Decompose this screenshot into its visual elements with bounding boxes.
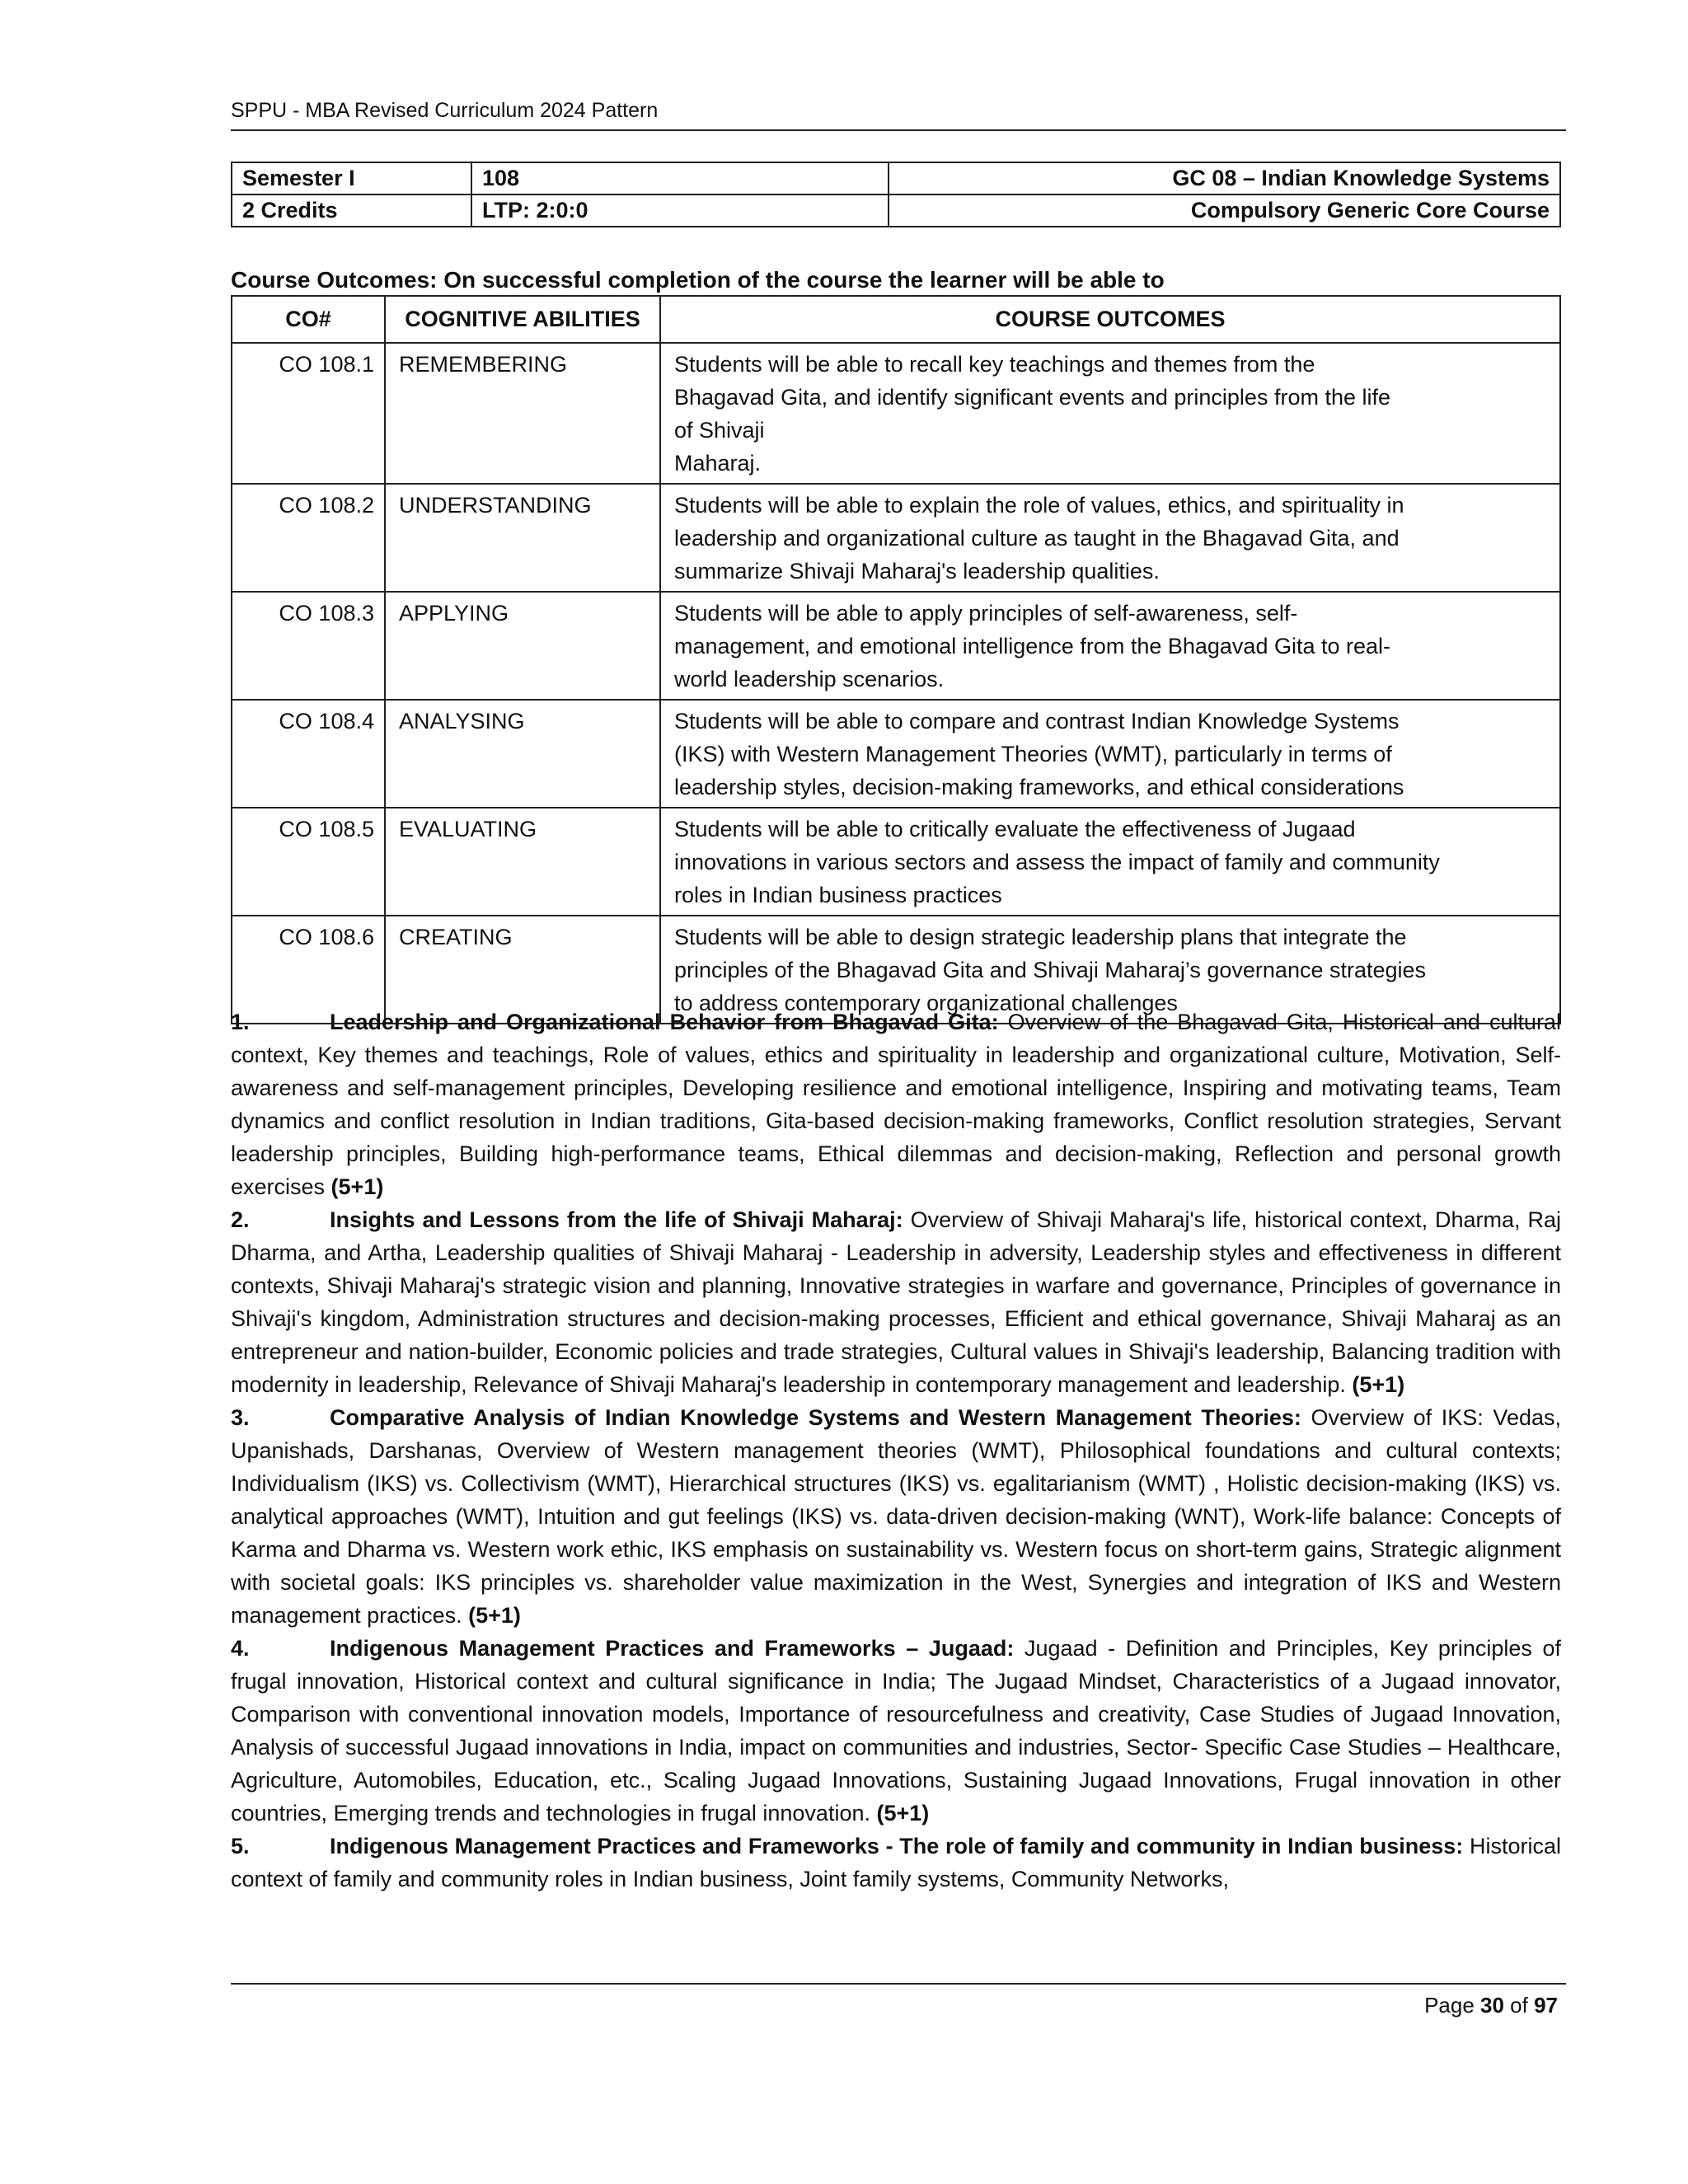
page-of: of [1503,1993,1535,2018]
header-course-outcomes: COURSE OUTCOMES [660,296,1560,343]
course-outcome [660,484,1560,592]
outcome-line: world leadership scenarios. [674,667,945,691]
course-info-table [231,162,1561,227]
unit-number: 3. [231,1405,250,1430]
unit-marks: (5+1) [1352,1372,1405,1397]
ltp-cell: LTP: 2:0:0 [471,194,889,227]
co-number: CO 108.4 [232,700,385,808]
unit-number: 1. [231,1010,250,1034]
header-co-number: CO# [232,296,385,343]
course-outcome [660,592,1560,700]
course-outcomes-table [231,295,1561,1024]
unit-marks: (5+1) [331,1174,384,1199]
unit-number: 4. [231,1636,250,1661]
unit-text: Jugaad - Definition and Principles, Key principles of frugal innovation, Historical context and cultural significance in India; The Jugaad Mindset, Characteristics of a Jugaad innovator, Comparison with conventional innovation models, Importance of resourcefulness and creativity, Case Studies of Jugaad Innovation, Analysis of successful Jugaad innovations in India, impact on communities and industries, Sector- Specific Case Studies – Healthcare, Agriculture, Automobiles, Education, etc., Scaling Jugaad Innovations, Sustaining Jugaad Innovations, Frugal innovation in other countries, Emerging trends and technologies in frugal innovation. [231,1636,1561,1825]
current-page: 30 [1480,1993,1504,2018]
outcome-line: roles in Indian business practices [674,883,1002,907]
outcome-line: Maharaj. [674,451,762,476]
co-number: CO 108.2 [232,484,385,592]
cognitive-ability: CREATING [385,916,660,1024]
outcome-row [232,484,1560,592]
outcome-row [232,700,1560,808]
unit-paragraph [231,1005,1561,1203]
course-units [231,1005,1561,1896]
page-prefix: Page [1424,1993,1481,2018]
outcome-line: Students will be able to recall key teachings and themes from the [674,352,1315,377]
unit-paragraph [231,1401,1561,1632]
course-name-cell: GC 08 – Indian Knowledge Systems [889,162,1560,194]
cognitive-ability: REMEMBERING [385,343,660,484]
credits-cell: 2 Credits [232,194,471,227]
unit-number: 5. [231,1834,250,1858]
unit-paragraph [231,1203,1561,1401]
unit-text: Overview of the Bhagavad Gita, Historical and cultural context, Key themes and teachings, Role of values, ethics and spirituality in leadership and organizational culture, Motivation, Self-awareness and self-management principles, Developing resilience and emotional intelligence, Inspiring and motivating teams, Team dynamics and conflict resolution in Indian traditions, Gita-based decision-making frameworks, Conflict resolution strategies, Servant leadership principles, Building high-performance teams, Ethical dilemmas and decision-making, Reflection and personal growth exercises [231,1010,1561,1199]
outcome-line: innovations in various sectors and assess the impact of family and community [674,850,1440,874]
unit-marks: (5+1) [876,1801,930,1825]
outcome-line: summarize Shivaji Maharaj's leadership qualities. [674,559,1160,583]
outcome-line: leadership and organizational culture as taught in the Bhagavad Gita, and [674,526,1400,551]
course-info-row [232,194,1560,227]
cognitive-ability: UNDERSTANDING [385,484,660,592]
unit-title: Indigenous Management Practices and Frameworks - The role of family and community in Indian business: [330,1834,1464,1858]
course-code-cell: 108 [471,162,889,194]
footer-divider [231,1983,1566,1985]
cognitive-ability: EVALUATING [385,808,660,916]
semester-cell: Semester I [232,162,471,194]
page-number [1424,1993,1558,2018]
outcome-row [232,808,1560,916]
outcome-line: Students will be able to design strategic leadership plans that integrate the [674,925,1407,949]
cognitive-ability: ANALYSING [385,700,660,808]
co-number: CO 108.6 [232,916,385,1024]
unit-title: Insights and Lessons from the life of Shivaji Maharaj: [330,1207,903,1232]
outcome-line: Students will be able to critically evaluate the effectiveness of Jugaad [674,817,1356,841]
outcome-line: Bhagavad Gita, and identify significant events and principles from the life [674,385,1390,410]
co-number: CO 108.1 [232,343,385,484]
running-header: SPPU - MBA Revised Curriculum 2024 Pattern [231,99,659,122]
course-info-row [232,162,1560,194]
header-cognitive-abilities: COGNITIVE ABILITIES [385,296,660,343]
course-type-cell: Compulsory Generic Core Course [889,194,1560,227]
outcome-line: Students will be able to apply principles of self-awareness, self- [674,601,1298,626]
outcome-line: of Shivaji [674,418,765,443]
total-pages: 97 [1534,1993,1558,2018]
outcome-line: to address contemporary organizational challenges [674,991,1178,1015]
outcome-line: principles of the Bhagavad Gita and Shivaji Maharaj’s governance strategies [674,958,1427,982]
cognitive-ability: APPLYING [385,592,660,700]
header-divider [231,129,1566,131]
course-outcome [660,343,1560,484]
course-outcome [660,700,1560,808]
outcome-line: Students will be able to explain the role of values, ethics, and spirituality in [674,493,1404,518]
outcomes-header-row [232,296,1560,343]
unit-title: Comparative Analysis of Indian Knowledge Systems and Western Management Theories: [330,1405,1301,1430]
unit-title: Leadership and Organizational Behavior from Bhagavad Gita: [330,1010,999,1034]
outcome-line: management, and emotional intelligence from the Bhagavad Gita to real- [674,634,1391,658]
course-outcome [660,808,1560,916]
outcome-row [232,343,1560,484]
outcome-line: (IKS) with Western Management Theories (WMT), particularly in terms of [674,742,1392,766]
unit-text: Overview of Shivaji Maharaj's life, historical context, Dharma, Raj Dharma, and Artha, Leadership qualities of Shivaji Maharaj - Leadership in adversity, Leadership styles and effectiveness in different contexts, Shivaji Maharaj's strategic vision and planning, Innovative strategies in warfare and governance, Principles of governance in Shivaji's kingdom, Administration structures and decision-making processes, Efficient and ethical governance, Shivaji Maharaj as an entrepreneur and nation-builder, Economic policies and trade strategies, Cultural values in Shivaji's leadership, Balancing tradition with modernity in leadership, Relevance of Shivaji Maharaj's leadership in contemporary management and leadership. [231,1207,1561,1397]
unit-title: Indigenous Management Practices and Frameworks – Jugaad: [330,1636,1015,1661]
unit-number: 2. [231,1207,250,1232]
unit-text: Overview of IKS: Vedas, Upanishads, Darshanas, Overview of Western management theories (WMT), Philosophical foundations and cultural contexts; Individualism (IKS) vs. Collectivism (WMT), Hierarchical structures (IKS) vs. egalitarianism (WMT) , Holistic decision-making (IKS) vs. analytical approaches (WMT), Intuition and gut feelings (IKS) vs. data-driven decision-making (WNT), Work-life balance: Concepts of Karma and Dharma vs. Western work ethic, IKS emphasis on sustainability vs. Western focus on short-term gains, Strategic alignment with societal goals: IKS principles vs. shareholder value maximization in the West, Synergies and integration of IKS and Western management practices. [231,1405,1561,1628]
co-number: CO 108.3 [232,592,385,700]
co-number: CO 108.5 [232,808,385,916]
unit-paragraph [231,1830,1561,1896]
outcome-row [232,592,1560,700]
outcome-line: Students will be able to compare and contrast Indian Knowledge Systems [674,709,1400,733]
unit-paragraph [231,1632,1561,1830]
course-outcomes-title: Course Outcomes: On successful completion of the course the learner will be able to [231,267,1165,293]
unit-text: Historical context of family and community roles in Indian business, Joint family systems, Community Networks, [231,1834,1561,1891]
outcome-line: leadership styles, decision-making frameworks, and ethical considerations [674,775,1404,799]
unit-marks: (5+1) [468,1603,521,1628]
